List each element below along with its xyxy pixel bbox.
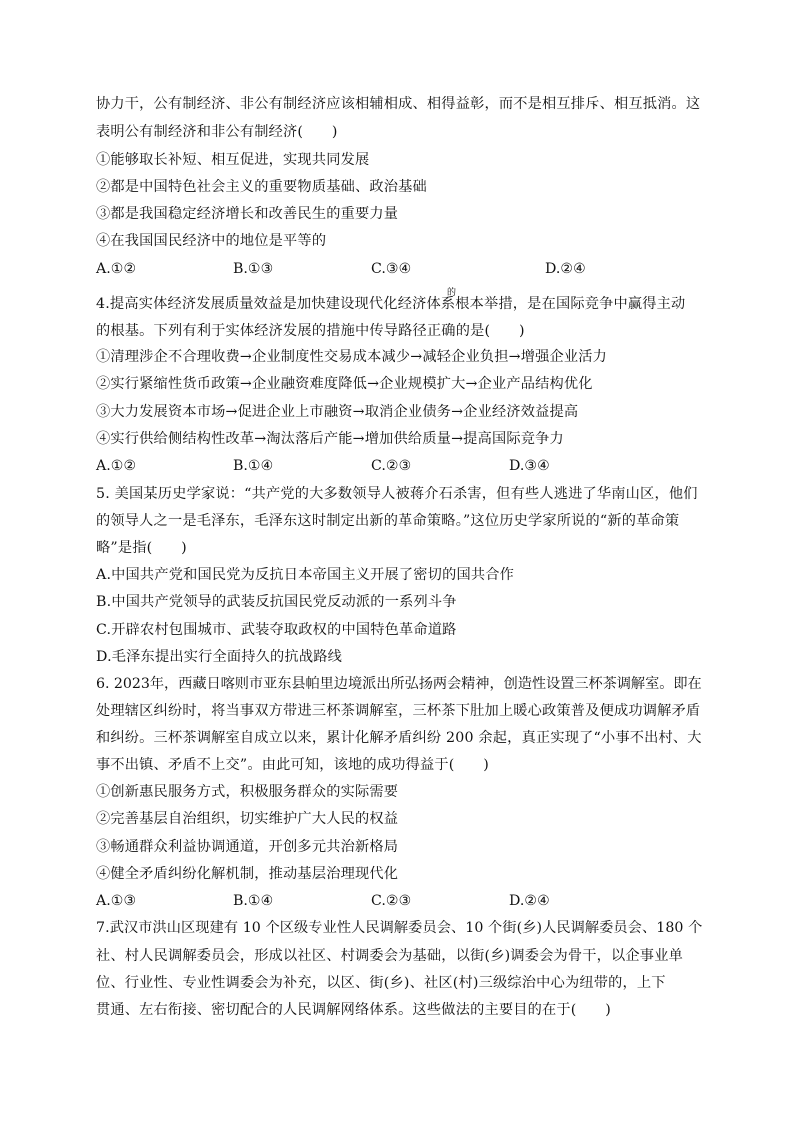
q7-stem-line-4: 贯通、左右衔接、密切配合的人民调解网络体系。这些做法的主要目的在于( ): [96, 1002, 612, 1018]
q6-stem-line-4: 事不出镇、矛盾不上交”。由此可知，该地的成功得益于( ): [96, 757, 490, 773]
q5-stem-line-1: 5. 美国某历史学家说：“共产党的大多数领导人被蒋介石杀害，但有些人逃进了华南山区，他们: [96, 486, 698, 502]
q5-choice-b[interactable]: B.中国共产党领导的武装反抗国民党反动派的一系列斗争: [96, 594, 457, 610]
q4-stem-line-1: 4.提高实体经济发展质量效益是加快建设现代化经济体系根本举措，是在国际竞争中赢得主动: [96, 296, 686, 312]
q3-statement-3: ③都是我国稳定经济增长和改善民生的重要力量: [96, 206, 399, 222]
q7-stem-line-3: 位、行业性、专业性调委会为补充，以区、街(乡)、社区(村)三级综治中心为纽带的，上下: [96, 975, 666, 991]
q4-stem-line-2: 的根基。下列有利于实体经济发展的措施中传导路径正确的是( ): [96, 323, 525, 339]
q6-option-d[interactable]: D.②④: [509, 893, 550, 909]
q4-option-a[interactable]: A.①②: [96, 458, 137, 474]
q3-option-a[interactable]: A.①②: [96, 261, 137, 277]
q5-choice-c[interactable]: C.开辟农村包围城市、武装夺取政权的中国特色革命道路: [96, 622, 457, 638]
q6-statement-2: ②完善基层自治组织，切实维护广大人民的权益: [96, 811, 399, 827]
q3-statement-4: ④在我国国民经济中的地位是平等的: [96, 233, 327, 249]
q6-option-b[interactable]: B.①④: [233, 893, 274, 909]
q6-options: [96, 892, 716, 910]
q5-stem-line-2: 的领导人之一是毛泽东，毛泽东这时制定出新的革命策略。”这位历史学家所说的“新的革命策: [96, 513, 680, 529]
q6-statement-4: ④健全矛盾纠纷化解机制，推动基层治理现代化: [96, 866, 399, 882]
q6-statement-1: ①创新惠民服务方式，积极服务群众的实际需要: [96, 784, 399, 800]
q6-stem-line-1: 6. 2023年，西藏日喀则市亚东县帕里边境派出所弘扬两会精神，创造性设置三杯茶调解室。即在: [96, 676, 702, 692]
q6-stem-line-3: 和纠纷。三杯茶调解室自成立以来，累计化解矛盾纠纷 200 余起，真正实现了“小事不出村、大: [96, 730, 702, 746]
q7-stem-line-2: 社、村人民调解委员会，形成以社区、村调委会为基础，以街(乡)调委会为骨干，以企事业单: [96, 948, 683, 964]
q3-stem-line-2: 表明公有制经济和非公有制经济( ): [96, 124, 338, 140]
q3-option-b[interactable]: B.①③: [233, 261, 274, 277]
q5-choice-a[interactable]: A.中国共产党和国民党为反抗日本帝国主义开展了密切的国共合作: [96, 567, 515, 583]
q4-option-b[interactable]: B.①④: [233, 458, 274, 474]
q4-statement-2: ②实行紧缩性货币政策→企业融资难度降低→企业规模扩大→企业产品结构优化: [96, 376, 593, 392]
q3-options: [96, 260, 716, 278]
q3-statement-1: ①能够取长补短、相互促进，实现共同发展: [96, 152, 370, 168]
q6-option-c[interactable]: C.②③: [371, 893, 412, 909]
q4-statement-1: ①清理涉企不合理收费→企业制度性交易成本减少→减轻企业负担→增强企业活力: [96, 349, 608, 365]
q6-stem-line-2: 处理辖区纠纷时，将当事双方带进三杯茶调解室，三杯茶下肚加上暖心政策普及便成功调解矛盾: [96, 703, 701, 719]
q5-stem-line-3: 略”是指( ): [96, 540, 187, 556]
q3-statement-2: ②都是中国特色社会主义的重要物质基础、政治基础: [96, 179, 427, 195]
q4-options: [96, 457, 716, 475]
q4-statement-4: ④实行供给侧结构性改革→淘汰落后产能→增加供给质量→提高国际竞争力: [96, 431, 564, 447]
q4-statement-3: ③大力发展资本市场→促进企业上市融资→取消企业债务→企业经济效益提高: [96, 404, 579, 420]
q5-choice-d[interactable]: D.毛泽东提出实行全面持久的抗战路线: [96, 649, 342, 665]
q4-option-c[interactable]: C.②③: [371, 458, 412, 474]
q6-statement-3: ③畅通群众利益协调通道，开创多元共治新格局: [96, 839, 399, 855]
q4-option-d[interactable]: D.③④: [509, 458, 550, 474]
q6-option-a[interactable]: A.①③: [96, 893, 137, 909]
q7-stem-line-1: 7.武汉市洪山区现建有 10 个区级专业性人民调解委员会、10 个街(乡)人民调解委员会、180 个: [96, 920, 703, 936]
q3-stem-line-1: 协力干，公有制经济、非公有制经济应该相辅相成、相得益彰，而不是相互排斥、相互抵消。这: [96, 96, 701, 112]
q4-inserted-char: 的: [447, 288, 457, 298]
q3-option-d[interactable]: D.②④: [545, 261, 586, 277]
q3-option-c[interactable]: C.③④: [371, 261, 412, 277]
